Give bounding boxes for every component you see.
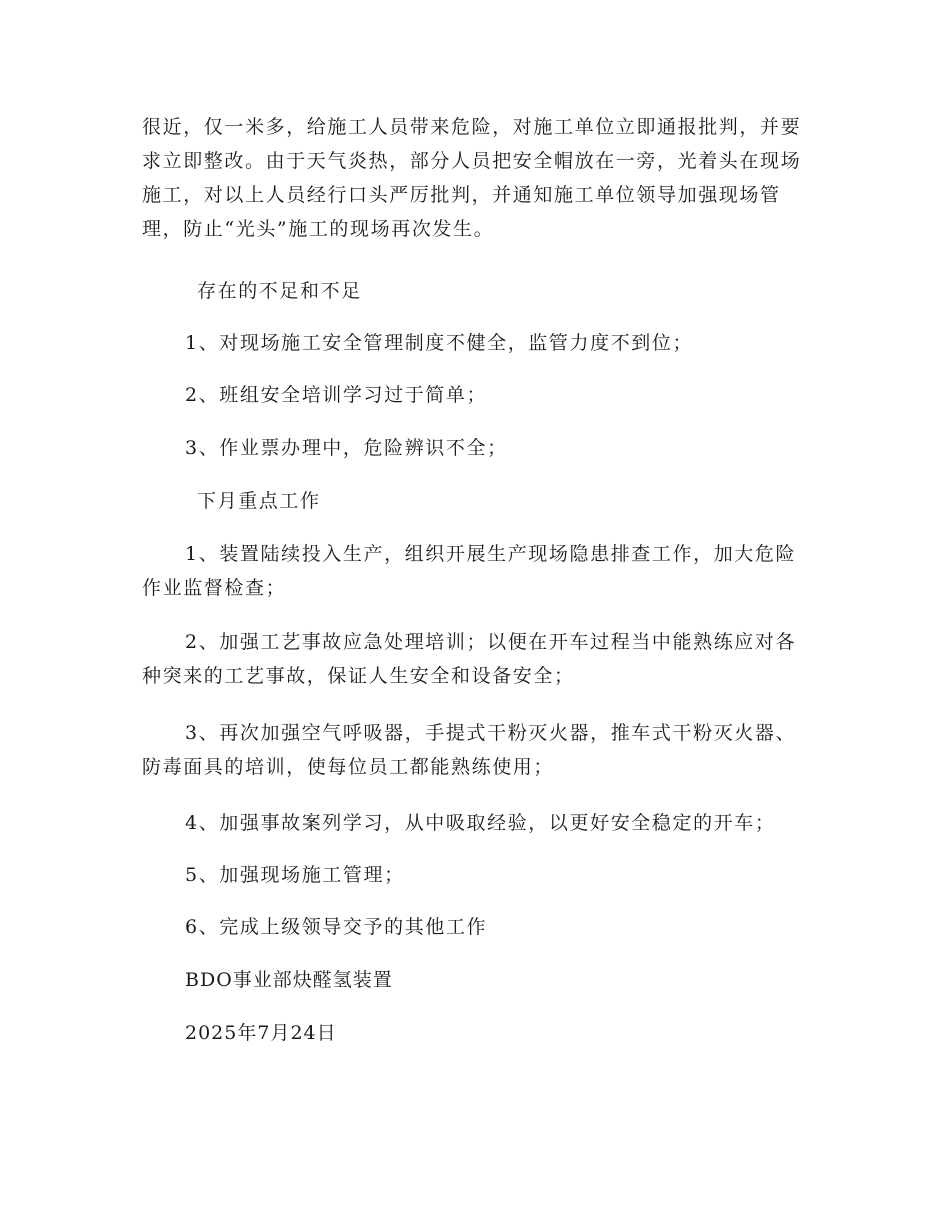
shortcoming-item: 3、作业票办理中，危险辨识不全； bbox=[185, 437, 508, 459]
body-paragraph: 很近，仅一米多，给施工人员带来危险，对施工单位立即通报批判，并要求立即整改。由于天气炎热，部分人员把安全帽放在一旁，光着头在现场施工，对以上人员经行口头严厉批判，并通知施工单位领导加强现场管理，防止“光头”施工的现场再次发生。 bbox=[142, 116, 802, 240]
shortcoming-item: 2、班组安全培训学习过于简单； bbox=[185, 384, 488, 406]
next-month-item: 5、加强现场施工管理； bbox=[185, 864, 405, 886]
next-month-item: 4、加强事故案列学习，从中吸取经验，以更好安全稳定的开车； bbox=[185, 812, 776, 834]
section-heading-shortcomings: 存在的不足和不足 bbox=[197, 280, 362, 302]
next-month-item: 6、完成上级领导交予的其他工作 bbox=[185, 916, 488, 938]
shortcoming-item: 1、对现场施工安全管理制度不健全，监管力度不到位； bbox=[185, 332, 694, 354]
next-month-item: 3、再次加强空气呼吸器，手提式干粉灭火器，推车式干粉灭火器、防毒面具的培训，使每位员工都能熟练使用； bbox=[142, 722, 797, 778]
next-month-item: 2、加强工艺事故应急处理培训；以便在开车过程当中能熟练应对各种突来的工艺事故，保证人生安全和设备安全； bbox=[142, 631, 797, 687]
signature-date: 2025年7月24日 bbox=[185, 1022, 337, 1044]
signature-department: BDO事业部炔醛氢装置 bbox=[185, 969, 393, 991]
section-heading-next-month: 下月重点工作 bbox=[197, 490, 321, 512]
next-month-item: 1、装置陆续投入生产，组织开展生产现场隐患排查工作，加大危险作业监督检查； bbox=[142, 543, 797, 599]
